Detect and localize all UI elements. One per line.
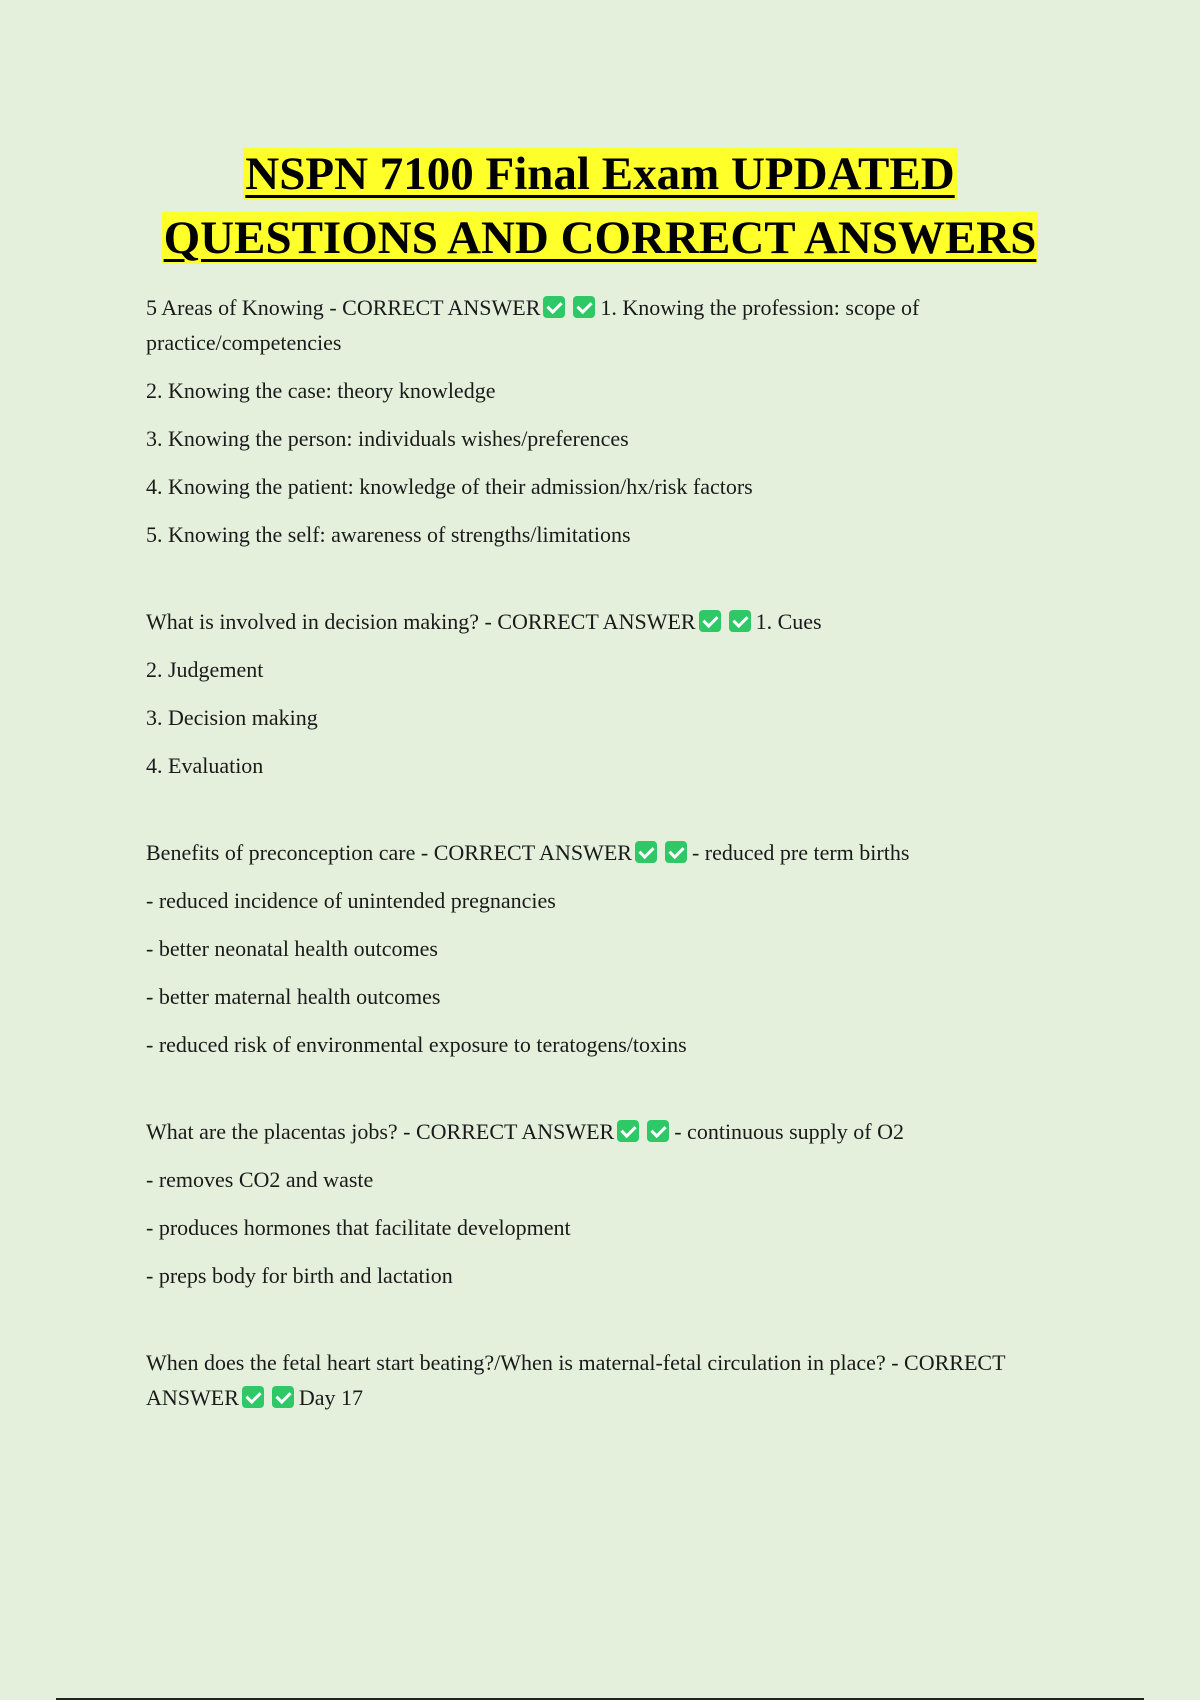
answer-text: 1. Knowing the profession: scope of practice/competencies bbox=[146, 295, 920, 355]
question-text: 5 Areas of Knowing bbox=[146, 295, 324, 320]
question-line bbox=[146, 1345, 1046, 1415]
page-title-line-1: NSPN 7100 Final Exam UPDATED bbox=[245, 148, 955, 200]
check-mark-icon bbox=[699, 610, 721, 632]
check-mark-icon bbox=[272, 1386, 294, 1408]
check-mark-icon bbox=[635, 841, 657, 863]
check-mark-icon bbox=[543, 296, 565, 318]
correct-answer-label: - CORRECT ANSWER bbox=[329, 295, 541, 320]
answer-line: 2. Judgement bbox=[146, 657, 264, 682]
answer-line: 4. Evaluation bbox=[146, 753, 264, 778]
answer-text: - reduced pre term births bbox=[691, 840, 910, 865]
correct-answer-label: - CORRECT ANSWER bbox=[403, 1119, 615, 1144]
answer-text: Day 17 bbox=[298, 1385, 364, 1410]
qa-block bbox=[146, 1114, 1046, 1293]
page-title-line-2: QUESTIONS AND CORRECT ANSWERS bbox=[163, 212, 1037, 264]
check-mark-icon bbox=[242, 1386, 264, 1408]
qa-block bbox=[146, 1345, 1046, 1415]
answer-line: - reduced incidence of unintended pregnancies bbox=[146, 888, 556, 913]
answer-line: - better maternal health outcomes bbox=[146, 984, 441, 1009]
question-line bbox=[146, 835, 1046, 870]
question-line bbox=[146, 1114, 1046, 1149]
check-mark-icon bbox=[665, 841, 687, 863]
answer-line: 2. Knowing the case: theory knowledge bbox=[146, 378, 496, 403]
answer-line: 3. Knowing the person: individuals wishes/preferences bbox=[146, 426, 629, 451]
question-line bbox=[146, 290, 1046, 360]
answer-line: 4. Knowing the patient: knowledge of their admission/hx/risk factors bbox=[146, 474, 753, 499]
answer-line: - better neonatal health outcomes bbox=[146, 936, 438, 961]
answer-line: - preps body for birth and lactation bbox=[146, 1263, 453, 1288]
question-text: Benefits of preconception care bbox=[146, 840, 416, 865]
answer-line: - reduced risk of environmental exposure to teratogens/toxins bbox=[146, 1032, 687, 1057]
check-mark-icon bbox=[647, 1120, 669, 1142]
qa-list bbox=[146, 290, 1046, 1428]
check-mark-icon bbox=[573, 296, 595, 318]
answer-line: - produces hormones that facilitate development bbox=[146, 1215, 571, 1240]
answer-text: - continuous supply of O2 bbox=[674, 1119, 904, 1144]
answer-line: - removes CO2 and waste bbox=[146, 1167, 374, 1192]
correct-answer-label: - CORRECT ANSWER bbox=[484, 609, 696, 634]
question-text: When does the fetal heart start beating?/When is maternal-fetal circulation in place? bbox=[146, 1350, 886, 1375]
correct-answer-label: - CORRECT ANSWER bbox=[420, 840, 632, 865]
page-title bbox=[0, 142, 1200, 270]
qa-block bbox=[146, 290, 1046, 552]
answer-text: 1. Cues bbox=[755, 609, 822, 634]
question-text: What are the placentas jobs? bbox=[146, 1119, 398, 1144]
correct-answer-label: - CORRECT ANSWER bbox=[146, 1350, 1006, 1410]
qa-block bbox=[146, 835, 1046, 1062]
answer-line: 3. Decision making bbox=[146, 705, 318, 730]
question-text: What is involved in decision making? bbox=[146, 609, 479, 634]
question-line bbox=[146, 604, 1046, 639]
check-mark-icon bbox=[617, 1120, 639, 1142]
qa-block bbox=[146, 604, 1046, 783]
check-mark-icon bbox=[729, 610, 751, 632]
answer-line: 5. Knowing the self: awareness of strengths/limitations bbox=[146, 522, 631, 547]
